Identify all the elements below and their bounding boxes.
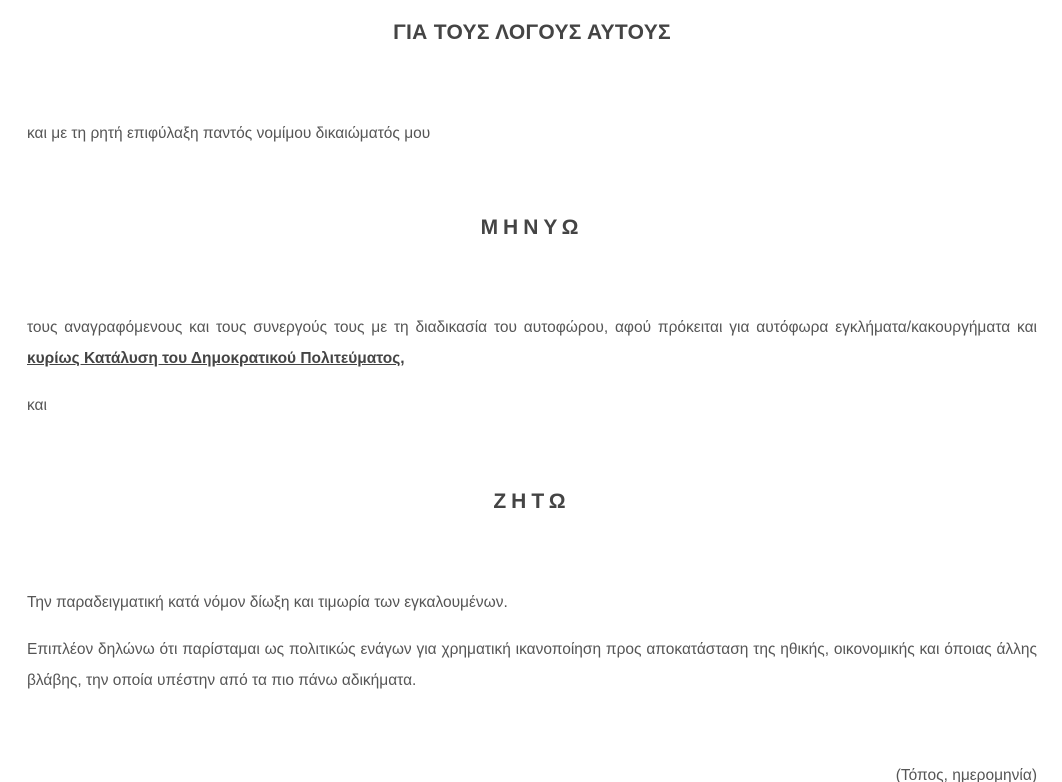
heading-accuse: ΜΗΝΥΩ: [480, 216, 584, 239]
paragraph-civil-claim: Επιπλέον δηλώνω ότι παρίσταμαι ως πολιτικώς ενάγων για χρηματική ικανοποίηση προς αποκατάσταση της ηθικής, οικονομικής και όποιας άλλης βλάβης, την οποία υπέστην από τα πιο πάνω αδικήματα.: [27, 641, 1037, 689]
paragraph-and: και: [27, 397, 47, 414]
paragraph-prosecution: Την παραδειγματική κατά νόμον δίωξη και τιμωρία των εγκαλουμένων.: [27, 594, 508, 611]
paragraph-accused: [27, 312, 1037, 374]
place-date-placeholder: (Τόπος, ημερομηνία): [895, 767, 1037, 782]
heading-request: ΖΗΤΩ: [493, 490, 571, 513]
paragraph-accused-tail: ,: [400, 350, 405, 367]
paragraph-accused-text: τους αναγραφόμενους και τους συνεργούς τους με τη διαδικασία του αυτοφώρου, αφού πρόκειται για αυτόφωρα εγκλήματα/κακουργήματα και: [27, 319, 1037, 336]
paragraph-reservation: και με τη ρητή επιφύλαξη παντός νομίμου δικαιώματός μου: [27, 125, 431, 142]
heading-for-these-reasons: ΓΙΑ ΤΟΥΣ ΛΟΓΟΥΣ ΑΥΤΟΥΣ: [393, 21, 671, 44]
paragraph-accused-emphasis: κυρίως Κατάλυση του Δημοκρατικού Πολιτεύματος: [27, 350, 401, 367]
